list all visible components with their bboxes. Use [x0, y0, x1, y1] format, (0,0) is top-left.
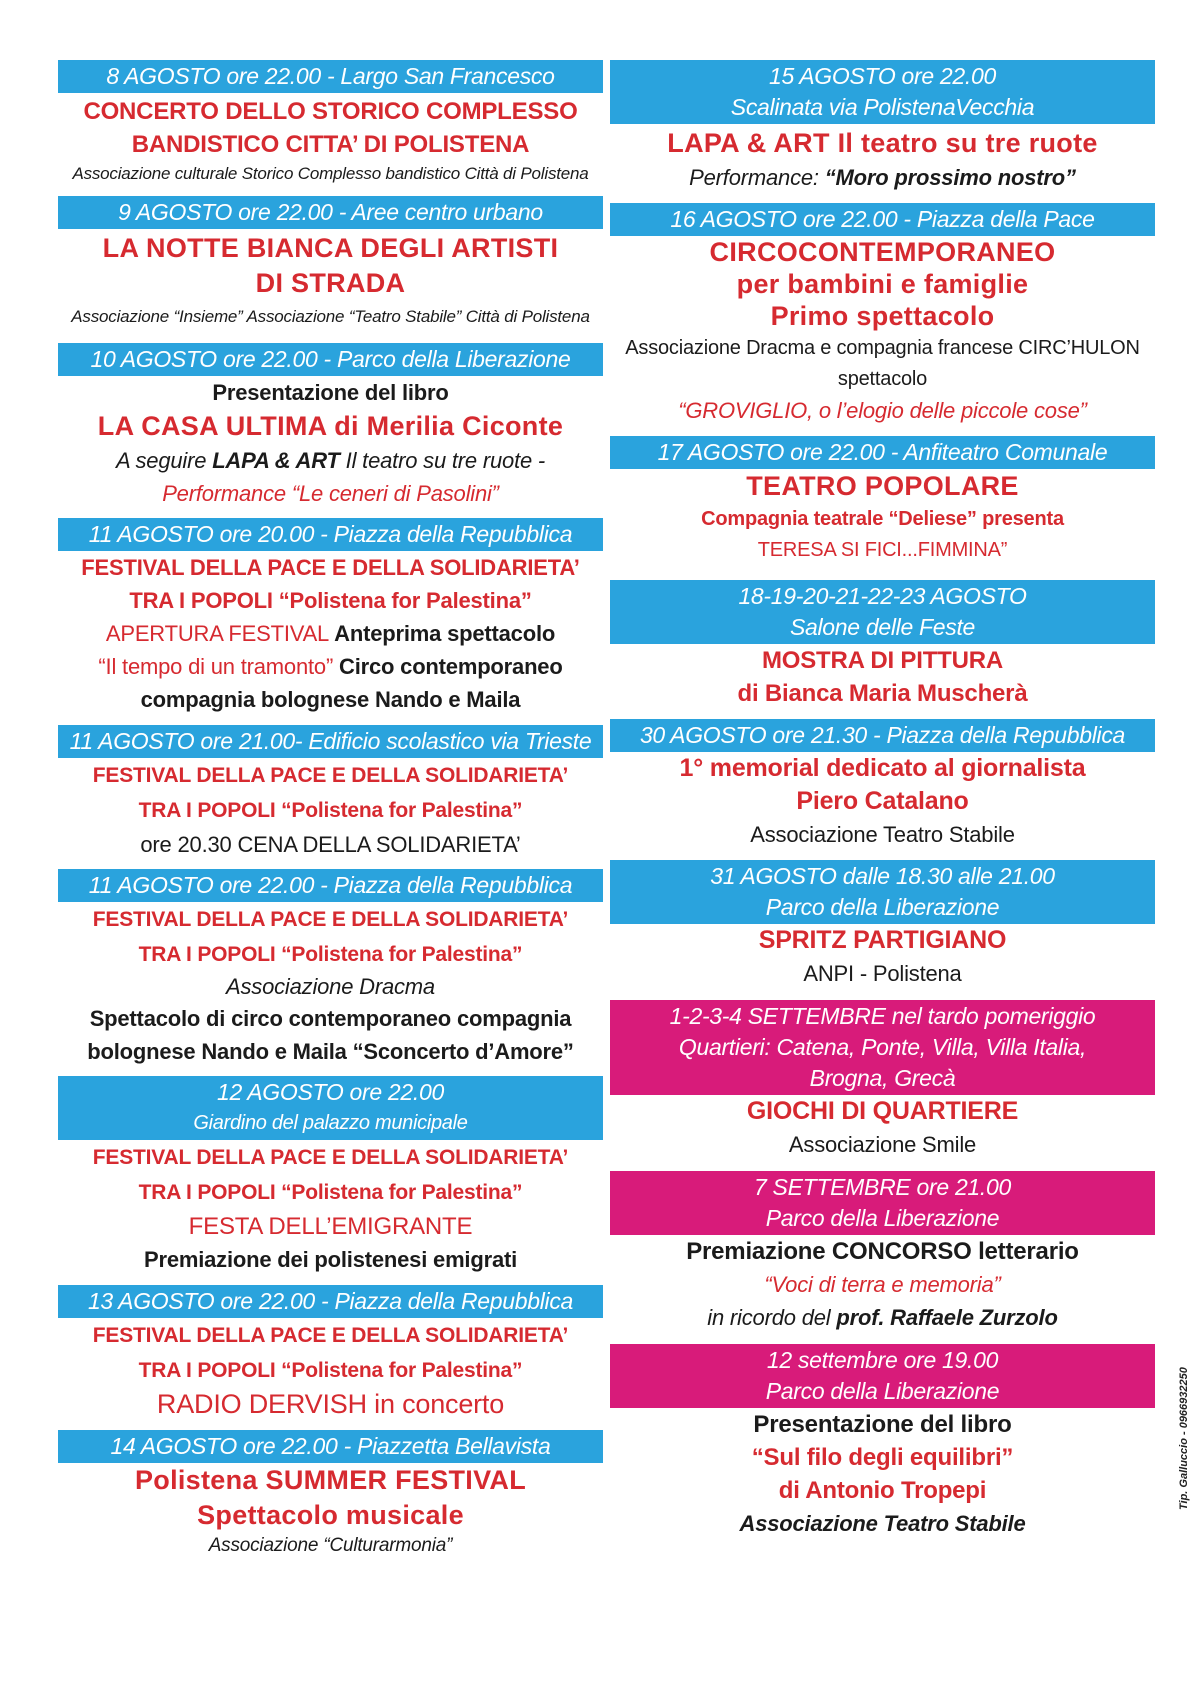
- event-header: [58, 869, 603, 902]
- event-header: [610, 860, 1155, 924]
- event-title: FESTIVAL DELLA PACE E DELLA SOLIDARIETA’: [81, 555, 580, 580]
- text-part: Performance:: [689, 165, 825, 190]
- header-line: 31 AGOSTO dalle 18.30 alle 21.00: [710, 863, 1055, 889]
- event-header: [58, 60, 603, 93]
- text-part: RADIO DERVISH: [156, 1389, 367, 1419]
- event-title: FESTIVAL DELLA PACE E DELLA SOLIDARIETA’: [92, 764, 569, 787]
- event-header: [610, 203, 1155, 236]
- left-column: [58, 60, 603, 1559]
- event-header: [58, 1430, 603, 1463]
- text-part-red: “Il tempo di un tramonto”: [98, 654, 334, 679]
- event-header: [58, 1076, 603, 1140]
- event-title: CONCERTO DELLO STORICO COMPLESSO: [83, 98, 578, 125]
- header-line: Brogna, Grecà: [809, 1065, 956, 1091]
- event-organizer: Associazione Smile: [788, 1132, 977, 1157]
- event-header: [58, 725, 603, 758]
- header-line: Parco della Liberazione: [765, 1205, 1000, 1231]
- event-description: TERESA SI FICI...FIMMINA”: [757, 539, 1008, 561]
- event-title: TRA I POPOLI “Polistena for Palestina”: [138, 1359, 523, 1382]
- event-description: [58, 617, 603, 650]
- header-line: Scalinata via PolistenaVecchia: [730, 94, 1035, 120]
- text-part-bold: prof. Raffaele Zurzolo: [836, 1305, 1058, 1330]
- header-line: Salone delle Feste: [789, 614, 976, 640]
- event-15-agosto: [610, 60, 1155, 194]
- event-organizer: Associazione Dracma e compagnia francese CIRC’HULON: [625, 337, 1140, 359]
- header-line: 15 AGOSTO ore 22.00: [769, 63, 996, 89]
- header-line: 16 AGOSTO ore 22.00 - Piazza della Pace: [670, 206, 1095, 232]
- header-line: Parco della Liberazione: [765, 894, 1000, 920]
- event-11-agosto-22: [58, 869, 603, 1068]
- event-description: Compagnia teatrale “Deliese” presenta: [701, 508, 1064, 530]
- event-organizer: Associazione culturale Storico Complesso bandistico Città di Polistena: [72, 164, 589, 183]
- event-subtitle: FESTA DELL’EMIGRANTE: [188, 1213, 473, 1240]
- text-part-bold: LAPA & ART: [212, 448, 340, 473]
- event-title: Piero Catalano: [796, 787, 969, 815]
- event-title: Polistena SUMMER FESTIVAL: [134, 1465, 527, 1495]
- event-title: di Antonio Tropepi: [778, 1477, 987, 1504]
- text-part-red: APERTURA FESTIVAL: [105, 621, 330, 646]
- event-title: GIOCHI DI QUARTIERE: [746, 1097, 1019, 1125]
- header-line: 12 settembre ore 19.00: [766, 1347, 999, 1373]
- event-organizer: ANPI - Polistena: [803, 961, 962, 986]
- text-part: Il teatro su tre ruote -: [339, 448, 546, 473]
- header-line: 12 AGOSTO ore 22.00: [217, 1079, 444, 1105]
- event-description: Spettacolo di circo contemporaneo compagnia: [89, 1006, 572, 1031]
- header-line: 14 AGOSTO ore 22.00 - Piazzetta Bellavista: [110, 1433, 551, 1459]
- event-16-agosto: [610, 203, 1155, 427]
- event-header: [58, 196, 603, 229]
- header-line: 18-19-20-21-22-23 AGOSTO: [738, 583, 1027, 609]
- event-8-agosto: [58, 60, 603, 187]
- event-11-agosto-20: [58, 518, 603, 716]
- event-title: LA CASA ULTIMA di Merilia Ciconte: [97, 411, 564, 441]
- event-title: per bambini e famiglie: [736, 269, 1029, 299]
- event-header: [610, 60, 1155, 124]
- event-subtitle: [58, 1388, 603, 1421]
- header-line: 11 AGOSTO ore 22.00 - Piazza della Repubblica: [88, 872, 573, 898]
- event-30-agosto: [610, 719, 1155, 851]
- event-17-agosto: [610, 436, 1155, 566]
- event-title: “Sul filo degli equilibri”: [751, 1444, 1014, 1471]
- header-line: 8 AGOSTO ore 22.00 - Largo San Francesco: [106, 63, 555, 89]
- event-header: [610, 1000, 1155, 1095]
- event-title: LAPA & ART Il teatro su tre ruote: [667, 128, 1098, 158]
- event-description: bolognese Nando e Maila “Sconcerto d’Amore”: [87, 1039, 574, 1064]
- event-10-agosto: [58, 343, 603, 510]
- event-title: FESTIVAL DELLA PACE E DELLA SOLIDARIETA’: [92, 908, 569, 931]
- event-title: FESTIVAL DELLA PACE E DELLA SOLIDARIETA’: [92, 1324, 569, 1347]
- event-description: Premiazione dei polistenesi emigrati: [143, 1247, 518, 1272]
- event-description: [58, 444, 603, 477]
- event-title: TRA I POPOLI “Polistena for Palestina”: [138, 1181, 523, 1204]
- event-header: [58, 518, 603, 551]
- event-title: Premiazione CONCORSO letterario: [686, 1238, 1079, 1265]
- event-title: FESTIVAL DELLA PACE E DELLA SOLIDARIETA’: [92, 1146, 569, 1169]
- header-line: 30 AGOSTO ore 21.30 - Piazza della Repubblica: [639, 722, 1126, 748]
- event-title: Primo spettacolo: [770, 301, 995, 331]
- event-18-23-agosto: [610, 580, 1155, 710]
- event-description: [610, 1301, 1155, 1334]
- event-subtitle: “Voci di terra e memoria”: [764, 1272, 1001, 1297]
- event-12-settembre: [610, 1344, 1155, 1540]
- event-description: [58, 650, 603, 683]
- header-line: Quartieri: Catena, Ponte, Villa, Villa Italia,: [678, 1034, 1087, 1060]
- event-title: TRA I POPOLI “Polistena for Palestina”: [138, 799, 523, 822]
- right-column: [610, 60, 1155, 1540]
- text-part: in concerto: [366, 1389, 505, 1419]
- event-description: spettacolo: [837, 368, 928, 390]
- event-9-agosto: [58, 196, 603, 333]
- event-31-agosto: [610, 860, 1155, 990]
- event-13-agosto: [58, 1285, 603, 1421]
- event-title: TEATRO POPOLARE: [746, 471, 1019, 501]
- event-performance: Performance “Le ceneri di Pasolini”: [162, 481, 499, 506]
- text-part: Anteprima spettacolo: [329, 621, 556, 646]
- header-line: Parco della Liberazione: [765, 1378, 1000, 1404]
- header-line: 7 SETTEMBRE ore 21.00: [753, 1174, 1012, 1200]
- header-line: 9 AGOSTO ore 22.00 - Aree centro urbano: [118, 199, 543, 225]
- event-title: LA NOTTE BIANCA DEGLI ARTISTI: [102, 233, 559, 263]
- header-line: 1-2-3-4 SETTEMBRE nel tardo pomeriggio: [669, 1003, 1096, 1029]
- header-line: 11 AGOSTO ore 20.00 - Piazza della Repubblica: [88, 521, 573, 547]
- event-header: [610, 436, 1155, 469]
- header-line: 11 AGOSTO ore 21.00- Edificio scolastico via Trieste: [69, 728, 592, 754]
- event-subtitle: Presentazione del libro: [753, 1411, 1012, 1438]
- event-show-title: “GROVIGLIO, o l’elogio delle piccole cose”: [678, 398, 1087, 423]
- event-header: [58, 1285, 603, 1318]
- header-line: Giardino del palazzo municipale: [193, 1112, 468, 1134]
- event-title: SPRITZ PARTIGIANO: [758, 926, 1007, 954]
- event-title: Spettacolo musicale: [197, 1500, 464, 1530]
- event-1-4-settembre: [610, 1000, 1155, 1161]
- event-7-settembre: [610, 1171, 1155, 1334]
- event-title: MOSTRA DI PITTURA: [761, 647, 1004, 674]
- event-title: BANDISTICO CITTA’ DI POLISTENA: [131, 131, 530, 158]
- text-part: in ricordo del: [707, 1305, 837, 1330]
- event-header: [610, 580, 1155, 644]
- text-part: A seguire: [115, 448, 213, 473]
- event-description: ore 20.30 CENA DELLA SOLIDARIETA’: [140, 832, 521, 857]
- event-organizer: Associazione Dracma: [226, 974, 435, 999]
- event-performance: [610, 161, 1155, 194]
- event-organizer: Associazione Teatro Stabile: [750, 822, 1015, 847]
- event-11-agosto-21: [58, 725, 603, 861]
- event-14-agosto: [58, 1430, 603, 1559]
- event-organizer: Associazione “Insieme” Associazione “Teatro Stabile” Città di Polistena: [71, 307, 590, 326]
- event-header: [610, 1171, 1155, 1235]
- event-header: [610, 719, 1155, 752]
- event-12-agosto: [58, 1076, 603, 1276]
- text-part: Circo contemporaneo: [333, 654, 563, 679]
- event-subtitle: Presentazione del libro: [212, 380, 449, 405]
- event-title: TRA I POPOLI “Polistena for Palestina”: [129, 588, 532, 613]
- printer-credit: Tip. Galluccio - 0966932250: [1178, 1367, 1190, 1510]
- header-line: 17 AGOSTO ore 22.00 - Anfiteatro Comunale: [657, 439, 1108, 465]
- event-header: [610, 1344, 1155, 1408]
- event-title: TRA I POPOLI “Polistena for Palestina”: [138, 943, 523, 966]
- header-line: 13 AGOSTO ore 22.00 - Piazza della Repubblica: [87, 1288, 574, 1314]
- event-company: compagnia bolognese Nando e Maila: [140, 687, 521, 712]
- event-header: [58, 343, 603, 376]
- header-line: 10 AGOSTO ore 22.00 - Parco della Liberazione: [90, 346, 571, 372]
- event-title: CIRCOCONTEMPORANEO: [709, 237, 1056, 267]
- event-organizer: Associazione Teatro Stabile: [739, 1511, 1026, 1536]
- event-title: 1° memorial dedicato al giornalista: [679, 754, 1086, 782]
- event-title: di Bianca Maria Muscherà: [737, 680, 1028, 707]
- text-part-bold: “Moro prossimo nostro”: [824, 165, 1076, 190]
- event-title: DI STRADA: [255, 268, 406, 298]
- event-organizer: Associazione “Culturarmonia”: [208, 1535, 453, 1556]
